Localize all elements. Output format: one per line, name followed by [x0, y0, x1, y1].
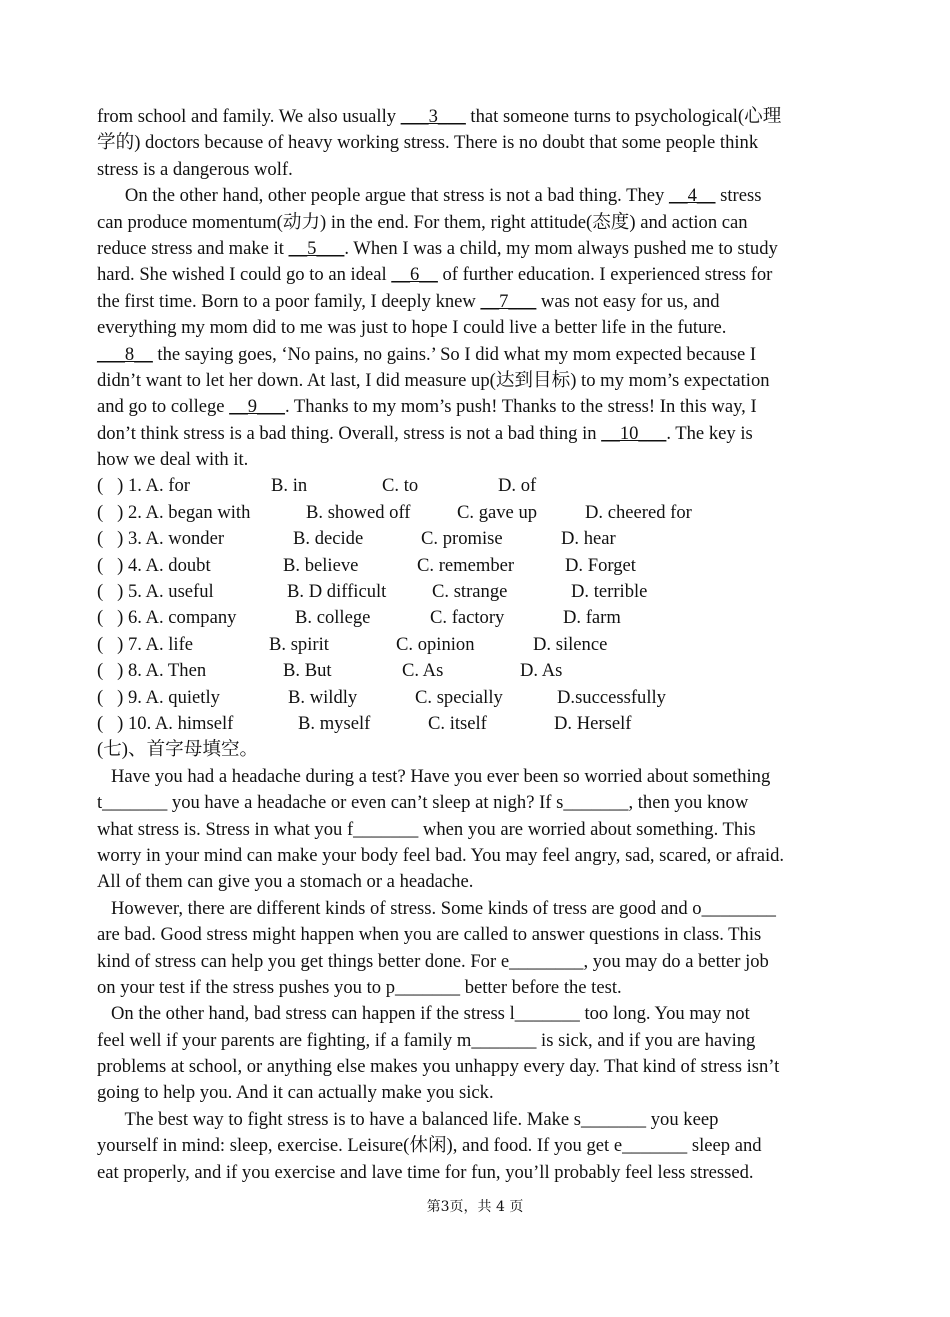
option-c: C. specially: [415, 686, 503, 708]
document-page: [97, 104, 857, 1186]
passage-text: 学的) doctors because of heavy working stress. There is no doubt that some people think: [97, 132, 759, 154]
passage-text: how we deal with it.: [97, 449, 249, 471]
option-b: B. showed off: [306, 501, 411, 523]
passage-text: the first time. Born to a poor family, I deeply knew: [97, 290, 481, 312]
passage-line: All of them can give you a stomach or a headache.: [97, 871, 474, 893]
option-b: B. college: [295, 607, 371, 629]
passage-text: can produce momentum(动力) in the end. For them, right attitude(态度) and action can: [97, 211, 748, 233]
passage-line: [97, 315, 857, 341]
option-b: B. D difficult: [287, 581, 387, 603]
option-d: D. hear: [561, 528, 616, 550]
option-c: C. remember: [417, 554, 515, 576]
option-d: D. cheered for: [585, 501, 692, 523]
option-d: D. Forget: [565, 554, 636, 576]
question-number-option-a: ( ) 4. A. doubt: [97, 554, 211, 576]
question-row: [97, 605, 857, 631]
question-row: [97, 632, 857, 658]
passage-line: [97, 236, 857, 262]
passage-line: [97, 183, 857, 209]
question-row: [97, 526, 857, 552]
passage-text: and go to college: [97, 396, 230, 418]
passage-text: of further education. I experienced stress for: [437, 264, 773, 286]
option-d: D.successfully: [557, 686, 666, 708]
option-c: C. factory: [430, 607, 505, 629]
option-d: D. Herself: [554, 712, 632, 734]
passage-line: [97, 157, 857, 183]
option-c: C. strange: [432, 581, 508, 603]
passage-line: on your test if the stress pushes you to p_______ better before the test.: [97, 976, 622, 998]
answer-blank: __5___: [288, 237, 345, 259]
passage-text: don’t think stress is a bad thing. Overall, stress is not a bad thing in: [97, 422, 602, 444]
question-number-option-a: ( ) 6. A. company: [97, 607, 237, 629]
passage-text: didn’t want to let her down. At last, I did measure up(达到目标) to my mom’s expectation: [97, 369, 770, 391]
passage-line: worry in your mind can make your body feel bad. You may feel angry, sad, scared, or afraid.: [97, 844, 785, 866]
answer-blank: ___8__: [97, 343, 153, 365]
option-b: B. in: [271, 475, 308, 497]
question-number-option-a: ( ) 9. A. quietly: [97, 686, 220, 708]
passage-line: [97, 368, 857, 394]
passage-text: On the other hand, other people argue that stress is not a bad thing. They: [97, 185, 669, 207]
passage-line: eat properly, and if you exercise and lave time for fun, you’ll probably feel less stressed.: [97, 1161, 754, 1183]
question-number-option-a: ( ) 5. A. useful: [97, 581, 214, 603]
option-b: B. wildly: [288, 686, 358, 708]
question-number-option-a: ( ) 10. A. himself: [97, 712, 234, 734]
option-c: C. itself: [428, 712, 487, 734]
passage-text: everything my mom did to me was just to hope I could live a better life in the future.: [97, 317, 727, 339]
answer-blank: __10___: [601, 422, 667, 444]
answer-blank: __9___: [229, 396, 285, 418]
option-c: C. gave up: [457, 501, 538, 523]
passage-line: going to help you. And it can actually make you sick.: [97, 1082, 494, 1104]
passage-line: [97, 262, 857, 288]
passage-line: kind of stress can help you get things better done. For e________, you may do a better job: [97, 950, 769, 972]
option-c: C. As: [402, 660, 444, 682]
section-heading: (七)、首字母填空。: [97, 739, 259, 761]
passage-text: reduce stress and make it: [97, 237, 289, 259]
passage-line: On the other hand, bad stress can happen if the stress l_______ too long. You may not: [97, 1003, 750, 1025]
answer-blank: __4__: [668, 185, 716, 207]
passage-text: . Thanks to my mom’s push! Thanks to the stress! In this way, I: [284, 396, 757, 418]
passage-text: that someone turns to psychological(心理: [465, 106, 782, 127]
passage-text: . The key is: [666, 422, 753, 444]
passage-line: yourself in mind: sleep, exercise. Leisure(休闲), and food. If you get e_______ sleep and: [97, 1135, 762, 1157]
question-row: [97, 658, 857, 684]
page-footer: 第3页，共 4 页: [426, 1199, 524, 1215]
answer-blank: __7___: [480, 290, 537, 312]
option-c: C. to: [382, 475, 419, 497]
option-b: B. spirit: [269, 633, 329, 655]
passage-text: was not easy for us, and: [536, 290, 720, 312]
passage-line: [97, 210, 857, 236]
question-number-option-a: ( ) 2. A. began with: [97, 501, 251, 523]
passage-line: feel well if your parents are fighting, if a family m_______ is sick, and if you are having: [97, 1029, 756, 1051]
passage-text: stress is a dangerous wolf.: [97, 158, 293, 180]
question-row: [97, 579, 857, 605]
passage-line: [97, 342, 857, 368]
passage-text: . When I was a child, my mom always pushed me to study: [344, 237, 778, 259]
question-number-option-a: ( ) 8. A. Then: [97, 660, 207, 682]
passage-line: problems at school, or anything else makes you unhappy every day. That kind of stress isn’t: [97, 1056, 780, 1078]
passage-line: [97, 104, 857, 130]
option-b: B. But: [283, 660, 332, 682]
passage-line: t_______ you have a headache or even can’t sleep at nigh? If s_______, then you know: [97, 792, 749, 814]
passage-line: [97, 130, 857, 156]
answer-blank: ___3___: [400, 106, 466, 127]
passage-text: the saying goes, ‘No pains, no gains.’ So I did what my mom expected because I: [152, 343, 757, 365]
question-number-option-a: ( ) 1. A. for: [97, 475, 190, 497]
passage-line: The best way to fight stress is to have a balanced life. Make s_______ you keep: [97, 1108, 719, 1130]
option-c: C. opinion: [396, 633, 475, 655]
option-b: B. believe: [283, 554, 359, 576]
question-number-option-a: ( ) 7. A. life: [97, 633, 194, 655]
passage-line: what stress is. Stress in what you f_______ when you are worried about something. This: [97, 818, 756, 840]
option-d: D. farm: [563, 607, 621, 629]
passage-text: hard. She wished I could go to an ideal: [97, 264, 392, 286]
question-list: [97, 473, 857, 737]
passage-line: Have you had a headache during a test? Have you ever been so worried about something: [97, 765, 771, 787]
question-row: [97, 711, 857, 737]
option-d: D. terrible: [571, 581, 648, 603]
passage-line: are bad. Good stress might happen when you are called to answer questions in class. This: [97, 924, 762, 946]
passage-line: [97, 394, 857, 420]
option-d: D. As: [520, 660, 563, 682]
option-b: B. decide: [293, 528, 364, 550]
option-d: D. silence: [533, 633, 608, 655]
option-b: B. myself: [298, 712, 371, 734]
passage-text: from school and family. We also usually: [97, 106, 401, 127]
question-row: [97, 685, 857, 711]
option-c: C. promise: [421, 528, 503, 550]
passage-line: [97, 289, 857, 315]
question-number-option-a: ( ) 3. A. wonder: [97, 528, 225, 550]
passage-text: stress: [715, 185, 762, 207]
cloze-passage: [97, 104, 857, 473]
option-d: D. of: [498, 475, 537, 497]
passage-line: [97, 447, 857, 473]
passage-line: [97, 421, 857, 447]
answer-blank: __6__: [391, 264, 438, 286]
fill-in-passage: [97, 764, 857, 1186]
question-row: [97, 473, 857, 499]
passage-line: However, there are different kinds of stress. Some kinds of tress are good and o________: [97, 897, 776, 919]
question-row: [97, 553, 857, 579]
question-row: [97, 500, 857, 526]
